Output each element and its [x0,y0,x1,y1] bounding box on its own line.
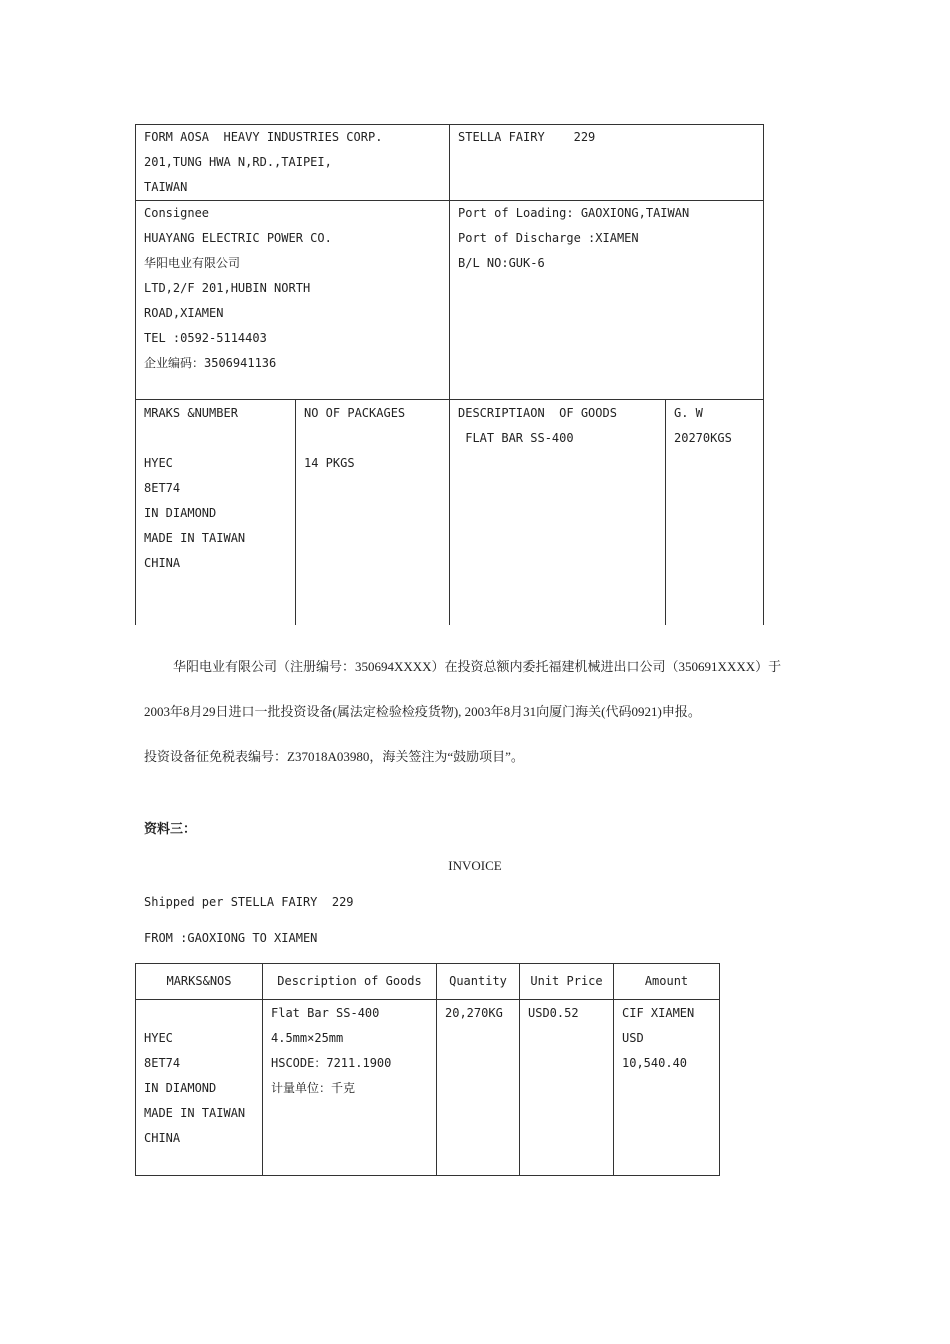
inv-marks-line: HYEC [144,1031,173,1045]
bl-consignee-line: 企业编码：3506941136 [144,356,277,370]
bl-marks-line: CHINA [144,556,181,570]
invoice-route: FROM :GAOXIONG TO XIAMEN [144,931,318,945]
bl-gross-weight-line: 20270KGS [674,431,732,445]
paragraph-line: 2003年8月29日进口一批投资设备(属法定检验检疫货物), 2003年8月31向厦门海关(代码0921)申报。 [144,704,701,719]
inv-description-line: 4.5mm×25mm [271,1031,344,1045]
bl-consignee-cell [144,201,332,376]
bl-consignee-line: ROAD,XIAMEN [144,306,224,320]
inv-col-divider [262,963,263,1176]
bl-marks-line [144,426,245,451]
inv-marks-cell [144,1001,245,1151]
bl-consignee-line: HUAYANG ELECTRIC POWER CO. [144,231,332,245]
bl-consignee-line: LTD,2/F 201,HUBIN NORTH [144,281,311,295]
inv-col-divider [613,963,614,1176]
bl-shipper-cell [144,125,382,200]
inv-header-unit-price: Unit Price [530,974,603,988]
inv-header-marks: MARKS&NOS [166,974,232,988]
inv-border-top [135,963,720,964]
bl-col-divider-weight [665,399,666,625]
bl-marks-line: MADE IN TAIWAN [144,531,246,545]
bl-port-loading: Port of Loading: GAOXIONG,TAIWAN [458,206,690,220]
inv-description-line: Flat Bar SS-400 [271,1006,380,1020]
bl-shipper-line: 201,TUNG HWA N,RD.,TAIPEI, [144,155,332,169]
bl-marks-line: 8ET74 [144,481,181,495]
bl-consignee-line: 华阳电业有限公司 [144,256,241,270]
inv-border-right [719,963,720,1176]
bl-gross-weight-line: G. W [674,406,703,420]
bl-marks-line: HYEC [144,456,173,470]
bl-marks-cell [144,401,245,576]
bl-consignee-line: Consignee [144,206,210,220]
bl-marks-line: MRAKS &NUMBER [144,406,238,420]
bl-port-discharge: Port of Discharge :XIAMEN [458,231,639,245]
inv-quantity-cell [445,1001,503,1026]
bl-packages-line: NO OF PACKAGES [304,406,406,420]
bl-description-cell [458,401,617,451]
inv-description-line: HSCODE：7211.1900 [271,1056,392,1070]
bl-shipper-line: TAIWAN [144,180,188,194]
section-title: 资料三： [144,821,197,836]
inv-amount-line: 10,540.40 [622,1056,688,1070]
inv-amount-cell [622,1001,694,1076]
inv-marks-line: IN DIAMOND [144,1081,217,1095]
inv-marks-line: MADE IN TAIWAN [144,1106,246,1120]
bl-number: B/L NO:GUK-6 [458,256,545,270]
inv-marks-line: 8ET74 [144,1056,181,1070]
inv-marks-line [144,1001,245,1026]
bl-gross-weight-cell [674,401,732,451]
bl-col-divider-packages [295,399,296,625]
bl-ports-cell [458,201,689,276]
paragraph-line: 投资设备征免税表编号：Z37018A03980，海关签注为“鼓励项目”。 [144,749,524,764]
inv-col-divider [436,963,437,1176]
bl-marks-line: IN DIAMOND [144,506,217,520]
bl-vessel-cell [458,125,595,150]
inv-description-cell [271,1001,391,1101]
inv-unit-price: USD0.52 [528,1006,579,1020]
inv-amount-line: CIF XIAMEN [622,1006,695,1020]
paragraph-line: 华阳电业有限公司（注册编号：350694XXXX）在投资总额内委托福建机械进出口公司（350691XXXX）于 [173,659,782,674]
inv-amount-line: USD [622,1031,644,1045]
invoice-title: INVOICE [448,858,502,873]
bl-packages-cell [304,401,405,476]
bl-vessel: STELLA FAIRY 229 [458,130,596,144]
bl-description-line: DESCRIPTIAON OF GOODS [458,406,617,420]
inv-header-divider [135,999,720,1000]
bl-description-line: FLAT BAR SS-400 [458,431,574,445]
inv-header-amount: Amount [644,974,689,988]
bl-shipper-line: FORM AOSA HEAVY INDUSTRIES CORP. [144,130,383,144]
inv-quantity: 20,270KG [445,1006,503,1020]
inv-border-bottom [135,1175,720,1176]
inv-header-description: Description of Goods [277,974,422,988]
inv-col-divider [519,963,520,1176]
inv-unit-price-cell [528,1001,579,1026]
bl-consignee-line: TEL :0592-5114403 [144,331,267,345]
inv-marks-line: CHINA [144,1131,181,1145]
invoice-shipped-per: Shipped per STELLA FAIRY 229 [144,895,354,909]
inv-border-left [135,963,136,1176]
bl-row-divider-2 [135,399,764,400]
bl-packages-line [304,426,405,451]
bl-packages-line: 14 PKGS [304,456,355,470]
inv-header-quantity: Quantity [449,974,507,988]
inv-description-line: 计量单位：千克 [271,1081,356,1095]
